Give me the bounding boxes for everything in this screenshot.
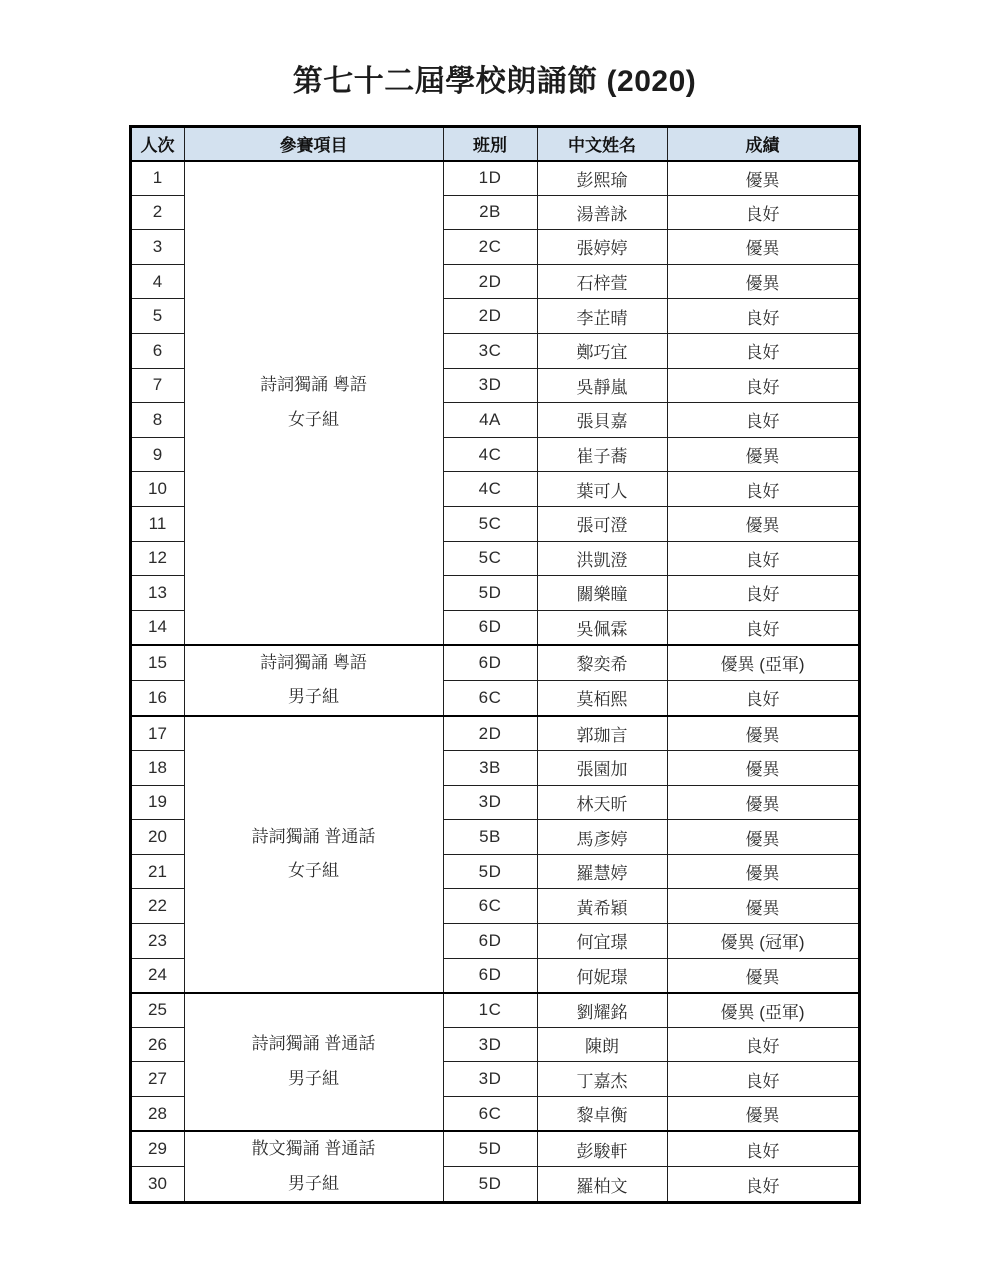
student-name-cell: 莫栢熙 xyxy=(537,680,667,716)
student-name-cell: 何妮璟 xyxy=(537,958,667,993)
student-name-cell: 吳佩霖 xyxy=(537,610,667,645)
class-cell: 2D xyxy=(443,716,537,751)
table-row xyxy=(130,161,859,196)
table-row xyxy=(130,645,859,681)
result-cell: 優異 xyxy=(667,958,859,993)
student-name-cell: 張可澄 xyxy=(537,506,667,541)
result-cell: 優異 xyxy=(667,889,859,924)
student-name-cell: 彭駿軒 xyxy=(537,1131,667,1167)
header-row xyxy=(130,127,859,161)
result-cell: 良好 xyxy=(667,1167,859,1203)
class-cell: 5D xyxy=(443,854,537,889)
rank-cell: 25 xyxy=(130,993,184,1028)
category-event-label: 詩詞獨誦 粵語 xyxy=(260,375,367,395)
result-cell: 良好 xyxy=(667,195,859,230)
rank-cell: 26 xyxy=(130,1027,184,1062)
rank-cell: 20 xyxy=(130,820,184,855)
class-cell: 3D xyxy=(443,368,537,403)
class-cell: 2D xyxy=(443,299,537,334)
category-cell xyxy=(184,161,443,645)
category-cell xyxy=(184,716,443,993)
class-cell: 5C xyxy=(443,506,537,541)
student-name-cell: 黎奕希 xyxy=(537,645,667,681)
class-cell: 6C xyxy=(443,680,537,716)
category-event-label: 詩詞獨誦 普通話 xyxy=(251,1034,376,1054)
category-group-label: 女子組 xyxy=(288,861,339,881)
student-name-cell: 葉可人 xyxy=(537,472,667,507)
header-rank: 人次 xyxy=(130,127,184,161)
rank-cell: 11 xyxy=(130,506,184,541)
student-name-cell: 湯善詠 xyxy=(537,195,667,230)
class-cell: 4A xyxy=(443,403,537,438)
result-cell: 良好 xyxy=(667,403,859,438)
rank-cell: 1 xyxy=(130,161,184,196)
student-name-cell: 張婷婷 xyxy=(537,230,667,265)
class-cell: 5D xyxy=(443,1167,537,1203)
student-name-cell: 石梓萱 xyxy=(537,264,667,299)
student-name-cell: 劉耀銘 xyxy=(537,993,667,1028)
result-cell: 良好 xyxy=(667,610,859,645)
result-cell: 良好 xyxy=(667,576,859,611)
table-row xyxy=(130,993,859,1028)
student-name-cell: 陳朗 xyxy=(537,1027,667,1062)
class-cell: 5C xyxy=(443,541,537,576)
student-name-cell: 林天昕 xyxy=(537,785,667,820)
class-cell: 6C xyxy=(443,889,537,924)
result-cell: 優異 xyxy=(667,264,859,299)
class-cell: 3B xyxy=(443,751,537,786)
result-cell: 良好 xyxy=(667,472,859,507)
result-cell: 良好 xyxy=(667,333,859,368)
result-cell: 良好 xyxy=(667,680,859,716)
rank-cell: 17 xyxy=(130,716,184,751)
result-cell: 優異 xyxy=(667,161,859,196)
rank-cell: 18 xyxy=(130,751,184,786)
category-event-label: 散文獨誦 普通話 xyxy=(251,1139,376,1159)
class-cell: 3D xyxy=(443,1062,537,1097)
rank-cell: 24 xyxy=(130,958,184,993)
class-cell: 6C xyxy=(443,1097,537,1132)
results-table xyxy=(129,125,861,1204)
result-cell: 優異 xyxy=(667,820,859,855)
class-cell: 4C xyxy=(443,472,537,507)
category-event-label: 詩詞獨誦 普通話 xyxy=(251,826,376,846)
student-name-cell: 郭珈言 xyxy=(537,716,667,751)
result-cell: 優異 xyxy=(667,1097,859,1132)
class-cell: 3D xyxy=(443,1027,537,1062)
result-cell: 良好 xyxy=(667,1027,859,1062)
result-cell: 優異 (亞軍) xyxy=(667,993,859,1028)
result-cell: 優異 (亞軍) xyxy=(667,645,859,681)
student-name-cell: 吳靜嵐 xyxy=(537,368,667,403)
rank-cell: 14 xyxy=(130,610,184,645)
class-cell: 5D xyxy=(443,576,537,611)
rank-cell: 6 xyxy=(130,333,184,368)
table-row xyxy=(130,1131,859,1167)
student-name-cell: 李芷晴 xyxy=(537,299,667,334)
rank-cell: 9 xyxy=(130,437,184,472)
table-row xyxy=(130,716,859,751)
rank-cell: 27 xyxy=(130,1062,184,1097)
result-cell: 優異 (冠軍) xyxy=(667,924,859,959)
result-cell: 優異 xyxy=(667,230,859,265)
class-cell: 5B xyxy=(443,820,537,855)
category-event-label: 詩詞獨誦 粵語 xyxy=(260,652,367,672)
rank-cell: 8 xyxy=(130,403,184,438)
class-cell: 3C xyxy=(443,333,537,368)
category-group-label: 男子組 xyxy=(288,1068,339,1088)
student-name-cell: 洪凱澄 xyxy=(537,541,667,576)
rank-cell: 23 xyxy=(130,924,184,959)
student-name-cell: 崔子蕎 xyxy=(537,437,667,472)
student-name-cell: 黃希穎 xyxy=(537,889,667,924)
class-cell: 6D xyxy=(443,645,537,681)
category-group-label: 女子組 xyxy=(288,409,339,429)
student-name-cell: 馬彥婷 xyxy=(537,820,667,855)
student-name-cell: 彭熙瑜 xyxy=(537,161,667,196)
result-cell: 良好 xyxy=(667,1131,859,1167)
rank-cell: 16 xyxy=(130,680,184,716)
rank-cell: 5 xyxy=(130,299,184,334)
rank-cell: 15 xyxy=(130,645,184,681)
class-cell: 5D xyxy=(443,1131,537,1167)
category-cell xyxy=(184,993,443,1131)
student-name-cell: 丁嘉杰 xyxy=(537,1062,667,1097)
rank-cell: 30 xyxy=(130,1167,184,1203)
rank-cell: 21 xyxy=(130,854,184,889)
category-group-label: 男子組 xyxy=(288,687,339,707)
rank-cell: 28 xyxy=(130,1097,184,1132)
result-cell: 優異 xyxy=(667,437,859,472)
student-name-cell: 張園加 xyxy=(537,751,667,786)
result-cell: 優異 xyxy=(667,751,859,786)
header-name: 中文姓名 xyxy=(537,127,667,161)
header-category: 參賽項目 xyxy=(184,127,443,161)
class-cell: 2D xyxy=(443,264,537,299)
student-name-cell: 鄭巧宜 xyxy=(537,333,667,368)
category-cell xyxy=(184,645,443,716)
header-class: 班別 xyxy=(443,127,537,161)
class-cell: 1C xyxy=(443,993,537,1028)
rank-cell: 4 xyxy=(130,264,184,299)
class-cell: 6D xyxy=(443,924,537,959)
result-cell: 優異 xyxy=(667,854,859,889)
class-cell: 6D xyxy=(443,958,537,993)
student-name-cell: 張貝嘉 xyxy=(537,403,667,438)
result-cell: 良好 xyxy=(667,541,859,576)
header-result: 成績 xyxy=(667,127,859,161)
category-cell xyxy=(184,1131,443,1203)
result-cell: 良好 xyxy=(667,1062,859,1097)
rank-cell: 12 xyxy=(130,541,184,576)
rank-cell: 7 xyxy=(130,368,184,403)
rank-cell: 10 xyxy=(130,472,184,507)
rank-cell: 2 xyxy=(130,195,184,230)
class-cell: 1D xyxy=(443,161,537,196)
student-name-cell: 關樂瞳 xyxy=(537,576,667,611)
category-group-label: 男子組 xyxy=(288,1173,339,1193)
class-cell: 3D xyxy=(443,785,537,820)
student-name-cell: 何宜璟 xyxy=(537,924,667,959)
results-table-body xyxy=(130,161,859,1203)
rank-cell: 13 xyxy=(130,576,184,611)
result-cell: 良好 xyxy=(667,299,859,334)
page-title: 第七十二屆學校朗誦節 (2020) xyxy=(292,65,697,98)
rank-cell: 19 xyxy=(130,785,184,820)
result-cell: 優異 xyxy=(667,716,859,751)
student-name-cell: 羅柏文 xyxy=(537,1167,667,1203)
class-cell: 4C xyxy=(443,437,537,472)
result-cell: 優異 xyxy=(667,785,859,820)
class-cell: 2B xyxy=(443,195,537,230)
student-name-cell: 黎卓衡 xyxy=(537,1097,667,1132)
class-cell: 6D xyxy=(443,610,537,645)
rank-cell: 3 xyxy=(130,230,184,265)
result-cell: 優異 xyxy=(667,506,859,541)
rank-cell: 29 xyxy=(130,1131,184,1167)
rank-cell: 22 xyxy=(130,889,184,924)
student-name-cell: 羅慧婷 xyxy=(537,854,667,889)
class-cell: 2C xyxy=(443,230,537,265)
result-cell: 良好 xyxy=(667,368,859,403)
